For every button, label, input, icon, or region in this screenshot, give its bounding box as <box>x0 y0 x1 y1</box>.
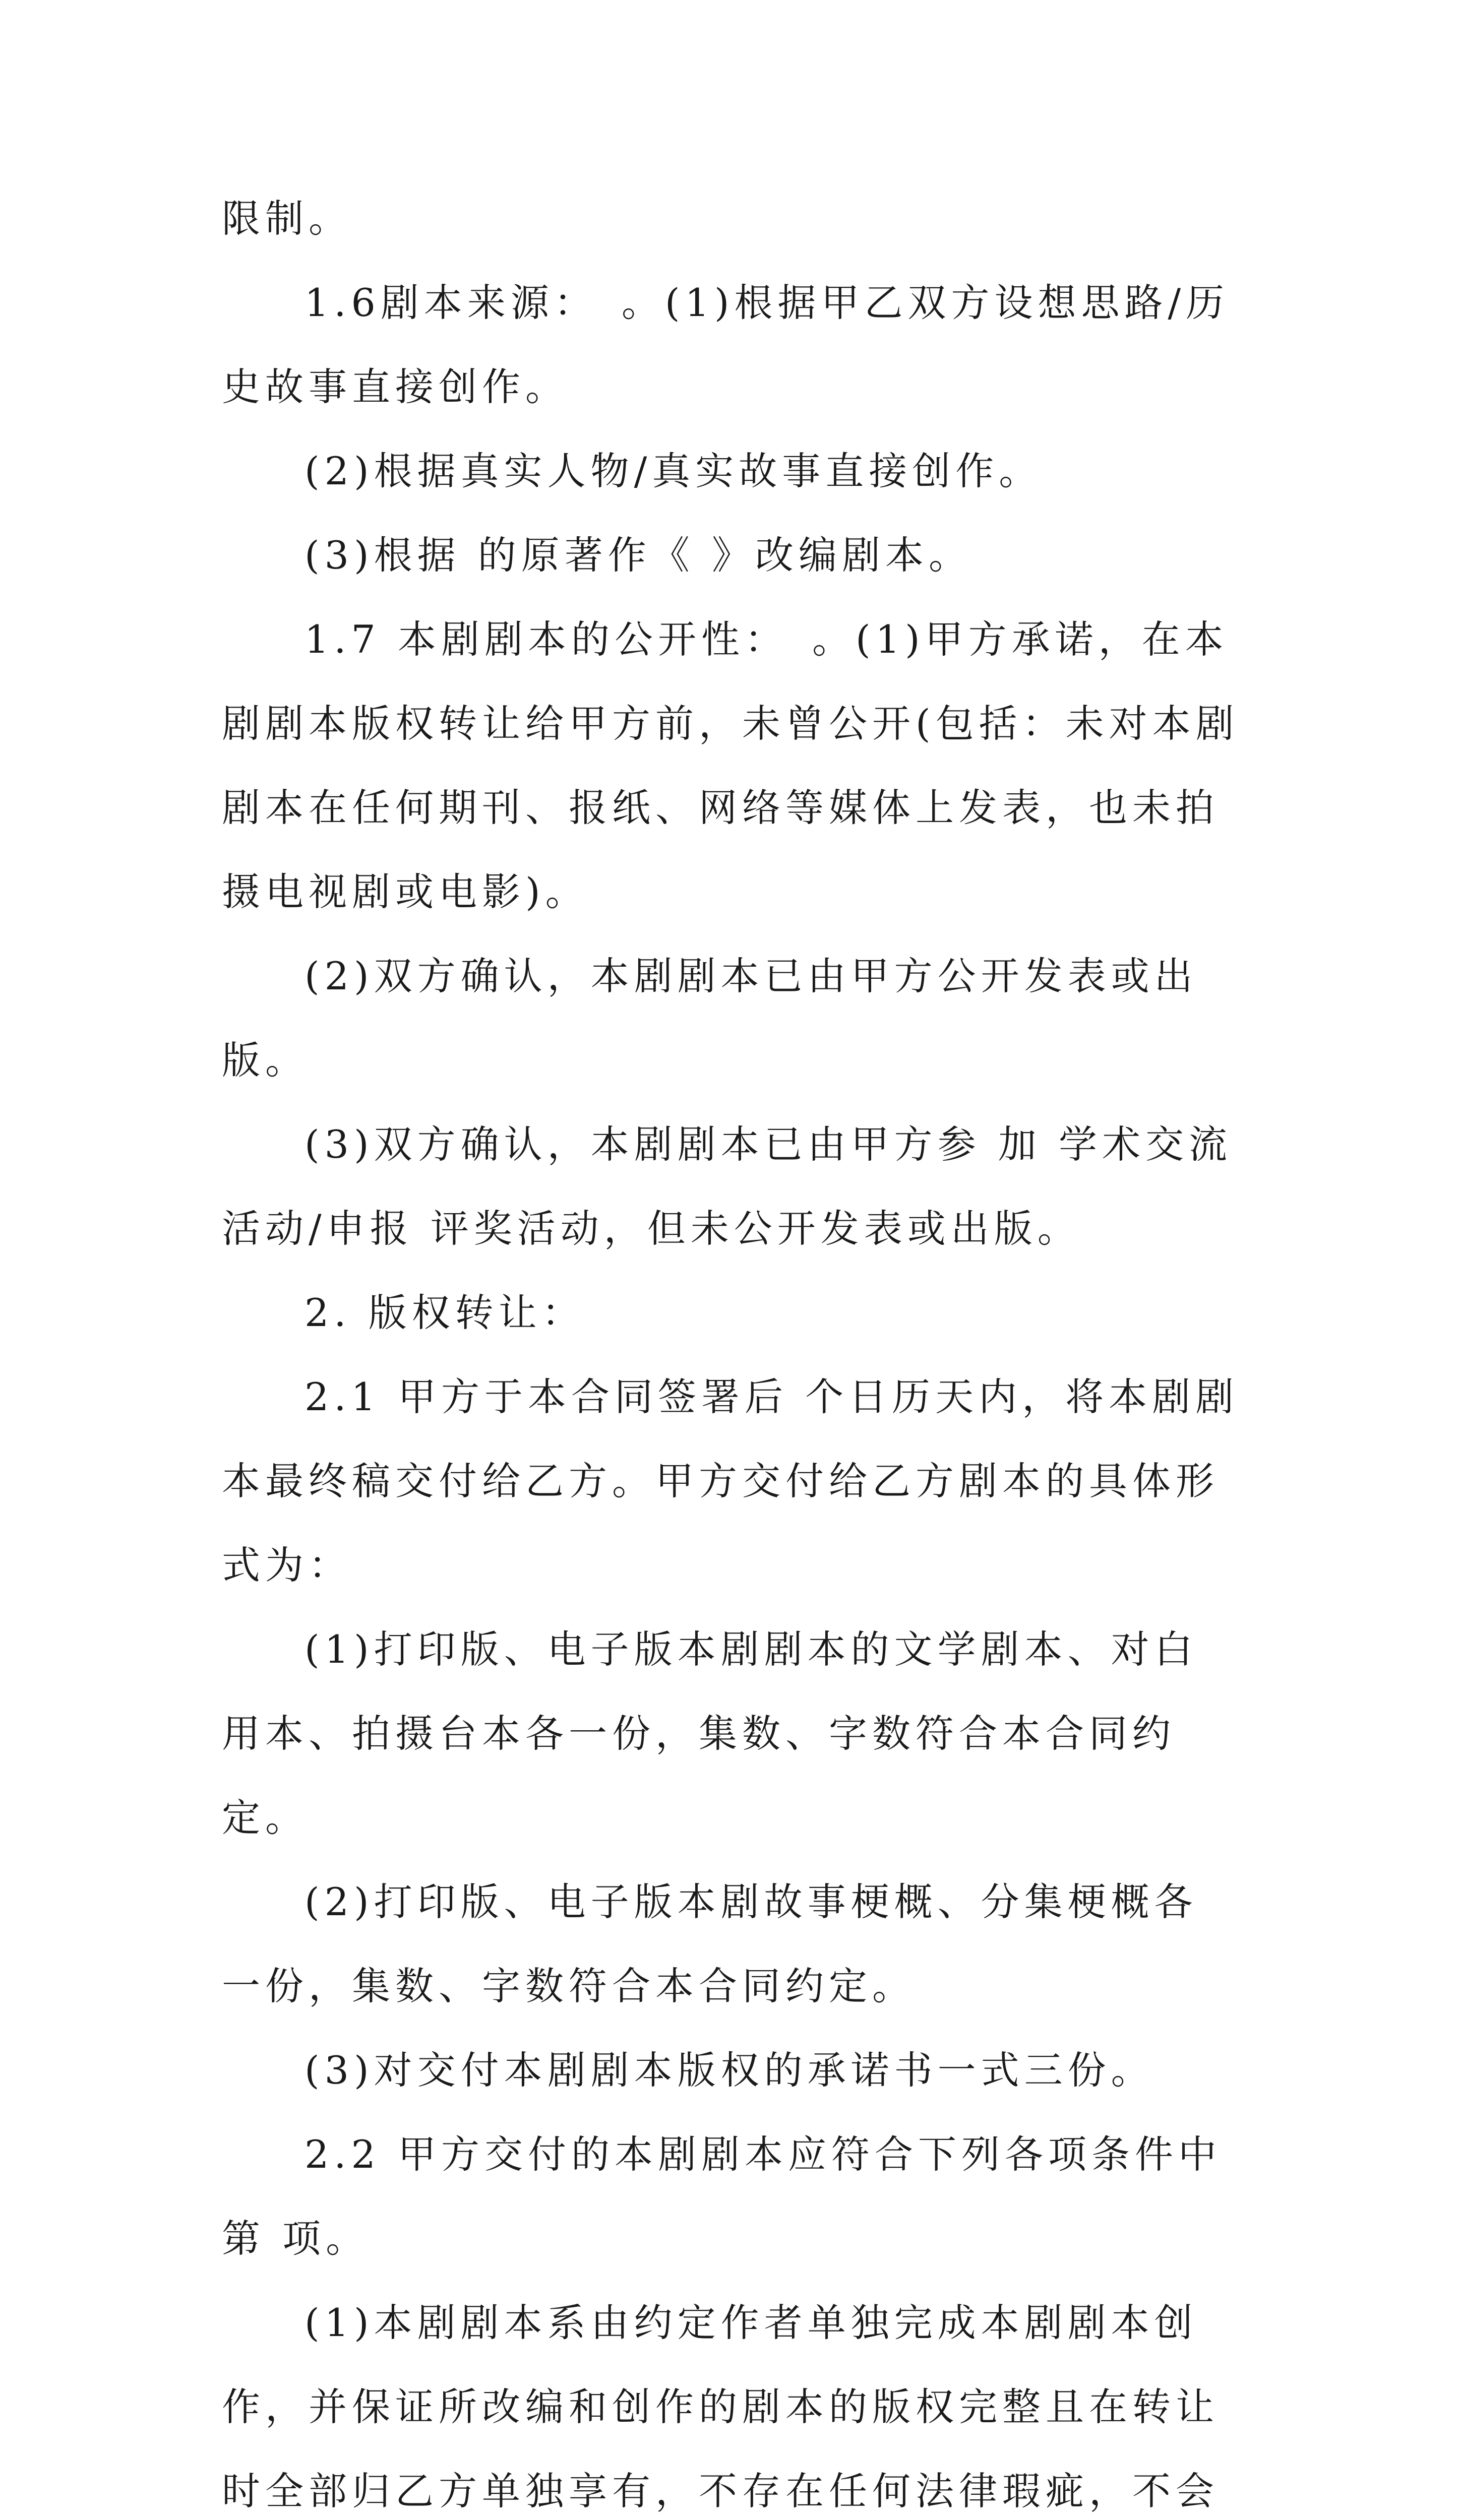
paragraph-2-1-item-1: (1)打印版、电子版本剧剧本的文学剧本、对白用本、拍摄台本各一份，集数、字数符合本合同约定。 <box>222 1627 1198 1840</box>
paragraph-1-6-option-3: (3)根据 的原著作《 》改编剧本。 <box>305 533 972 578</box>
paragraph-1-7-publicity: 1.7 本剧剧本的公开性： 。(1)甲方承诺，在本剧剧本版权转让给甲方前，未曾公开(包括：未对本剧剧本在任何期刊、报纸、网络等媒体上发表，也未拍摄电视剧或电影)。 <box>222 617 1239 914</box>
paragraph-1-7-option-2: (2)双方确认，本剧剧本已由甲方公开发表或出版。 <box>222 954 1198 1083</box>
paragraph-2-2-conditions: 2.2 甲方交付的本剧剧本应符合下列各项条件中第 项。 <box>222 2132 1222 2261</box>
paragraph-1-6-option-2: (2)根据真实人物/真实故事直接创作。 <box>305 449 1043 493</box>
paragraph-1-6-script-source: 1.6剧本来源： 。(1)根据甲乙双方设想思路/历史故事直接创作。 <box>222 280 1230 409</box>
paragraph-1-7-option-3: (3)双方确认，本剧剧本已由甲方参 加 学术交流活动/申报 评奖活动，但未公开发表或出版。 <box>222 1122 1232 1251</box>
paragraph-continuation: 限制。 <box>222 196 352 241</box>
paragraph-2-2-item-1: (1)本剧剧本系由约定作者单独完成本剧剧本创作，并保证所改编和创作的剧本的版权完整且在转让时全部归乙方单独享有，不存在任何法律瑕疵，不会 <box>222 2300 1219 2513</box>
section-heading-copyright-transfer: 2. 版权转让： <box>305 1290 585 1335</box>
paragraph-2-1-item-3: (3)对交付本剧剧本版权的承诺书一式三份。 <box>305 2048 1154 2093</box>
paragraph-2-1-delivery: 2.1 甲方于本合同签署后 个日历天内，将本剧剧本最终稿交付给乙方。甲方交付给乙方剧本的具体形式为： <box>222 1374 1239 1588</box>
paragraph-2-1-item-2: (2)打印版、电子版本剧故事梗概、分集梗概各一份，集数、字数符合本合同约定。 <box>222 1879 1198 2008</box>
document-body <box>222 176 1240 2520</box>
